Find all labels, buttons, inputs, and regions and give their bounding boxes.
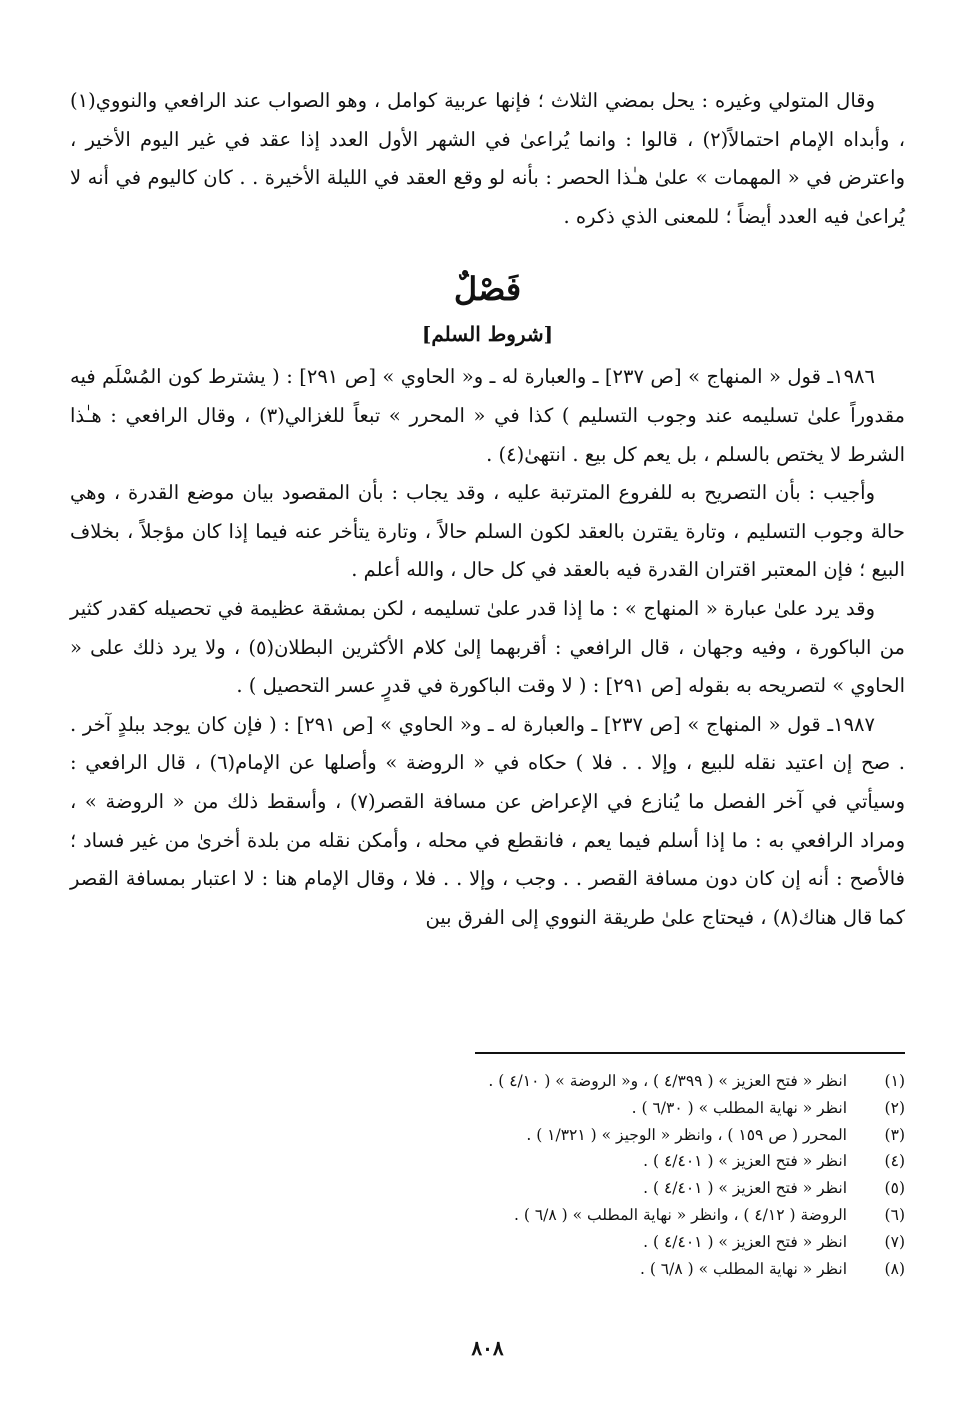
page-number: ٨٠٨ — [471, 1336, 504, 1360]
footnote-text: انظر « فتح العزيز » ( ٤/٤٠١ ) . — [643, 1232, 847, 1251]
paragraph-1987: ١٩٨٧ـ قول « المنهاج » [ص ٢٣٧] ـ والعبارة له ـ و« الحاوي » [ص ٢٩١] : ( فإن كان يوجد ببلدٍ آخر . . صح إن اعتيد نقله للبيع ، وإلا . . فلا ) حكاه في « الروضة » وأصلها عن الإمام(٦) ، قال الرافعي : وسيأتي في آخر الفصل ما يُنازع في الإعراض عن مسافة القصر(٧) ، وأسقط ذلك من « الروضة » ، ومراد الرافعي به : ما إذا أسلم فيما يعم ، فانقطع في محله ، وأمكن نقله من بلدة أخرىٰ من غير فساد ؛ فالأصح : أنه إن كان دون مسافة القصر . . وجب ، وإلا . . فلا ، وقال الإمام هنا : لا اعتبار بمسافة القصر كما قال هناك(٨) ، فيحتاج علىٰ طريقة النووي إلى الفرق بين — [70, 712, 905, 929]
footnote-number: (٧) — [884, 1232, 905, 1251]
footnote-text: انظر « نهاية المطلب » ( ٦/٣٠ ) . — [631, 1098, 847, 1117]
footnote-text: انظر « فتح العزيز » ( ٤/٤٠١ ) . — [643, 1152, 847, 1171]
footnote-number: (٣) — [884, 1125, 905, 1144]
footnote-number: (٤) — [884, 1152, 905, 1171]
main-text — [70, 82, 905, 937]
paragraph-1986: ١٩٨٦ـ قول « المنهاج » [ص ٢٣٧] ـ والعبارة له ـ و« الحاوي » [ص ٢٩١] : ( يشترط كون المُسْلَم فيه مقدوراً علىٰ تسليمه عند وجوب التسليم ) كذا في « المحرر » تبعاً للغزالي(٣) ، وقال الرافعي : هـٰذا الشرط لا يختص بالسلم ، بل يعم كل بيع . انتهىٰ(٤) . — [70, 365, 905, 466]
footnote-item — [200, 1202, 905, 1229]
footnote-item — [200, 1095, 905, 1122]
footnote-item — [200, 1122, 905, 1149]
footnote-number: (٨) — [884, 1259, 905, 1278]
footnote-number: (٥) — [884, 1179, 905, 1198]
footnote-text: المحرر ( ص ١٥٩ ) ، وانظر « الوجيز » ( ١/٣٢١ ) . — [526, 1125, 847, 1144]
footnote-number: (١) — [884, 1072, 905, 1090]
section-title: [شروط السلم] — [421, 322, 554, 347]
footnote-item — [200, 1068, 905, 1095]
footnote-text: انظر « فتح العزيز » ( ٤/٤٠١ ) . — [643, 1179, 847, 1198]
footnote-item — [200, 1148, 905, 1175]
footnote-item — [200, 1256, 905, 1283]
footnote-divider — [475, 1052, 905, 1054]
footnote-text: انظر « فتح العزيز » ( ٤/٣٩٩ ) ، و« الروضة » ( ٤/١٠ ) . — [488, 1072, 847, 1090]
footnote-number: (٦) — [884, 1205, 905, 1224]
paragraph-objection: وقد يرد علىٰ عبارة « المنهاج » : ما إذا قدر علىٰ تسليمه ، لكن بمشقة عظيمة في تحصيله كقدر كثير من الباكورة ، وفيه وجهان ، قال الرافعي : أقربهما إلىٰ كلام الأكثرين البطلان(٥) ، ولا يرد ذلك على « الحاوي » لتصريحه به بقوله [ص ٢٩١] : ( لا وقت الباكورة في قدرٍ عسر التحصيل ) . — [70, 596, 905, 698]
footnote-item — [200, 1229, 905, 1256]
footnote-number: (٢) — [884, 1098, 905, 1117]
fasl-ornament: فَصْلٌ — [453, 270, 522, 309]
footnote-item — [200, 1175, 905, 1202]
footnotes — [200, 1068, 905, 1282]
footnote-text: انظر « نهاية المطلب » ( ٦/٨ ) . — [639, 1259, 847, 1278]
footnote-text: الروضة ( ٤/١٢ ) ، وانظر « نهاية المطلب » ( ٦/٨ ) . — [514, 1205, 847, 1224]
paragraph-answer: وأجيب : بأن التصريح به للفروع المترتبة عليه ، وقد يجاب : بأن المقصود بيان موضع القدرة ، وهي حالة وجوب التسليم ، وتارة يقترن بالعقد لكون السلم حالاً ، وتارة يتأخر عنه فيما إذا كان مؤجلاً ، بخلاف البيع ؛ فإن المعتبر اقتران القدرة فيه بالعقد في كل حال ، والله أعلم . — [70, 481, 905, 582]
paragraph-intro: وقال المتولي وغيره : يحل بمضي الثلاث ؛ فإنها عربية كوامل ، وهو الصواب عند الرافعي والنووي(١) ، وأبداه الإمام احتمالاً(٢) ، قالوا : وانما يُراعىٰ في الشهر الأول العدد إذا عقد في غير اليوم الأخير ، واعترض في « المهمات » علىٰ هـٰذا الحصر : بأنه لو وقع العقد في الليلة الأخيرة . . كان كاليوم في أنه لا يُراعىٰ فيه العدد أيضاً ؛ للمعنى الذي ذكره . — [70, 89, 905, 228]
